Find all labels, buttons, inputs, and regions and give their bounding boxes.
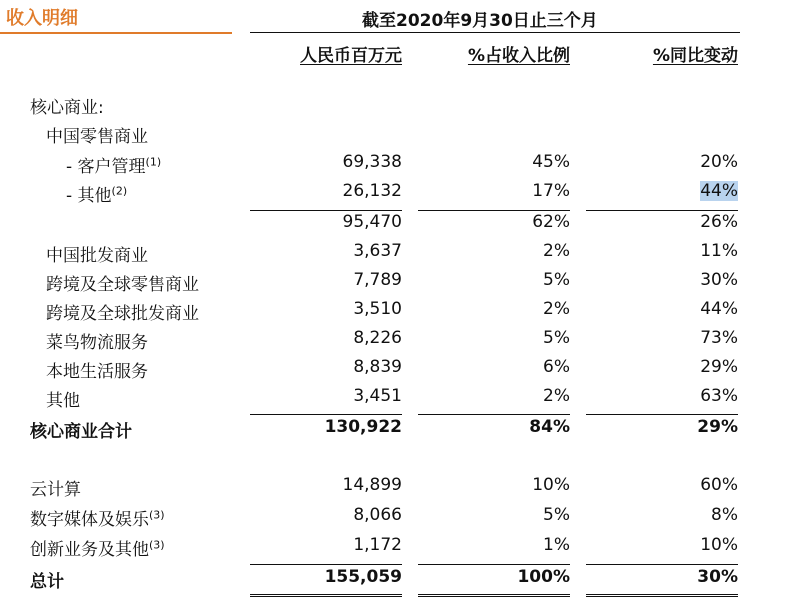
subtotal-rule <box>418 414 570 415</box>
table-row <box>0 475 800 503</box>
double-underline <box>418 594 570 597</box>
cell-pct: 2% <box>543 386 570 406</box>
double-underline <box>250 594 402 597</box>
cell-rmb: 130,922 <box>324 417 402 437</box>
table-row <box>0 357 800 385</box>
total-rule <box>418 564 570 565</box>
total-rule <box>586 564 738 565</box>
row-label: 其他 <box>46 391 80 411</box>
table-row <box>0 505 800 533</box>
cell-pct: 17% <box>532 181 570 201</box>
cell-rmb: 3,510 <box>353 299 402 319</box>
subtotal-rule <box>418 210 570 211</box>
cell-yoy: 29% <box>700 357 738 377</box>
subtotal-rule <box>586 210 738 211</box>
cell-pct: 45% <box>532 152 570 172</box>
cell-pct: 1% <box>543 535 570 555</box>
row-label: 数字媒体及娱乐$^{(3)}$ <box>30 508 165 530</box>
cell-rmb: 14,899 <box>342 475 402 495</box>
row-label: - 其他$^{(2)}$ <box>66 184 128 206</box>
table-row <box>0 270 800 298</box>
cell-yoy: 73% <box>700 328 738 348</box>
cell-pct: 100% <box>517 567 570 587</box>
cell-pct: 62% <box>532 212 570 232</box>
table-row <box>0 299 800 327</box>
cell-pct: 84% <box>529 417 570 437</box>
table-row-subtotal <box>0 212 800 240</box>
row-label: - 客户管理$^{(1)}$ <box>66 155 162 177</box>
table-row <box>0 328 800 356</box>
row-label: 中国批发商业 <box>46 246 148 266</box>
row-label: 云计算 <box>30 480 81 500</box>
column-header-rmb: 人民币百万元 <box>300 46 402 66</box>
cell-yoy: 29% <box>697 417 738 437</box>
row-label: 本地生活服务 <box>46 362 148 382</box>
column-header-pct: %占收入比例 <box>467 46 570 66</box>
table-row-grand-total <box>0 567 800 595</box>
row-label: 核心商业合计 <box>30 422 132 442</box>
cell-pct: 5% <box>543 328 570 348</box>
cell-rmb: 69,338 <box>342 152 402 172</box>
cell-yoy: 26% <box>700 212 738 232</box>
row-label: 总计 <box>30 572 64 592</box>
cell-yoy: 10% <box>700 535 738 555</box>
cell-pct: 10% <box>532 475 570 495</box>
subtotal-rule <box>250 210 402 211</box>
row-label: 创新业务及其他$^{(3)}$ <box>30 538 165 560</box>
cell-yoy: 63% <box>700 386 738 406</box>
page-title: 收入明细 <box>6 8 78 29</box>
cell-rmb: 7,789 <box>353 270 402 290</box>
cell-yoy: 30% <box>697 567 738 587</box>
subsection-china-retail: 中国零售商业 <box>46 127 148 147</box>
cell-yoy-highlighted[interactable]: 44% <box>700 181 738 201</box>
cell-yoy: 44% <box>700 299 738 319</box>
cell-yoy: 30% <box>700 270 738 290</box>
row-label: 菜鸟物流服务 <box>46 333 148 353</box>
period-underline <box>250 32 740 33</box>
table-row-core-total <box>0 417 800 445</box>
cell-rmb: 8,066 <box>353 505 402 525</box>
table-row <box>0 181 800 209</box>
subtotal-rule <box>586 414 738 415</box>
cell-pct: 2% <box>543 299 570 319</box>
table-row <box>0 152 800 180</box>
cell-rmb: 26,132 <box>342 181 402 201</box>
cell-pct: 6% <box>543 357 570 377</box>
cell-pct: 5% <box>543 505 570 525</box>
table-row <box>0 386 800 414</box>
double-underline <box>586 594 738 597</box>
cell-yoy: 20% <box>700 152 738 172</box>
table-row <box>0 535 800 563</box>
cell-yoy: 60% <box>700 475 738 495</box>
period-header: 截至2020年9月30日止三个月 <box>362 11 598 31</box>
total-rule <box>250 564 402 565</box>
cell-pct: 5% <box>543 270 570 290</box>
table-row <box>0 241 800 269</box>
cell-rmb: 8,226 <box>353 328 402 348</box>
cell-rmb: 155,059 <box>324 567 402 587</box>
cell-rmb: 3,451 <box>353 386 402 406</box>
row-label: 跨境及全球批发商业 <box>46 304 199 324</box>
cell-pct: 2% <box>543 241 570 261</box>
cell-rmb: 95,470 <box>342 212 402 232</box>
title-underline <box>0 32 232 34</box>
cell-yoy: 11% <box>700 241 738 261</box>
subtotal-rule <box>250 414 402 415</box>
row-label: 跨境及全球零售商业 <box>46 275 199 295</box>
cell-rmb: 1,172 <box>353 535 402 555</box>
cell-rmb: 3,637 <box>353 241 402 261</box>
section-core-commerce: 核心商业: <box>30 98 104 118</box>
cell-rmb: 8,839 <box>353 357 402 377</box>
column-header-yoy: %同比变动 <box>652 46 738 66</box>
cell-yoy: 8% <box>711 505 738 525</box>
